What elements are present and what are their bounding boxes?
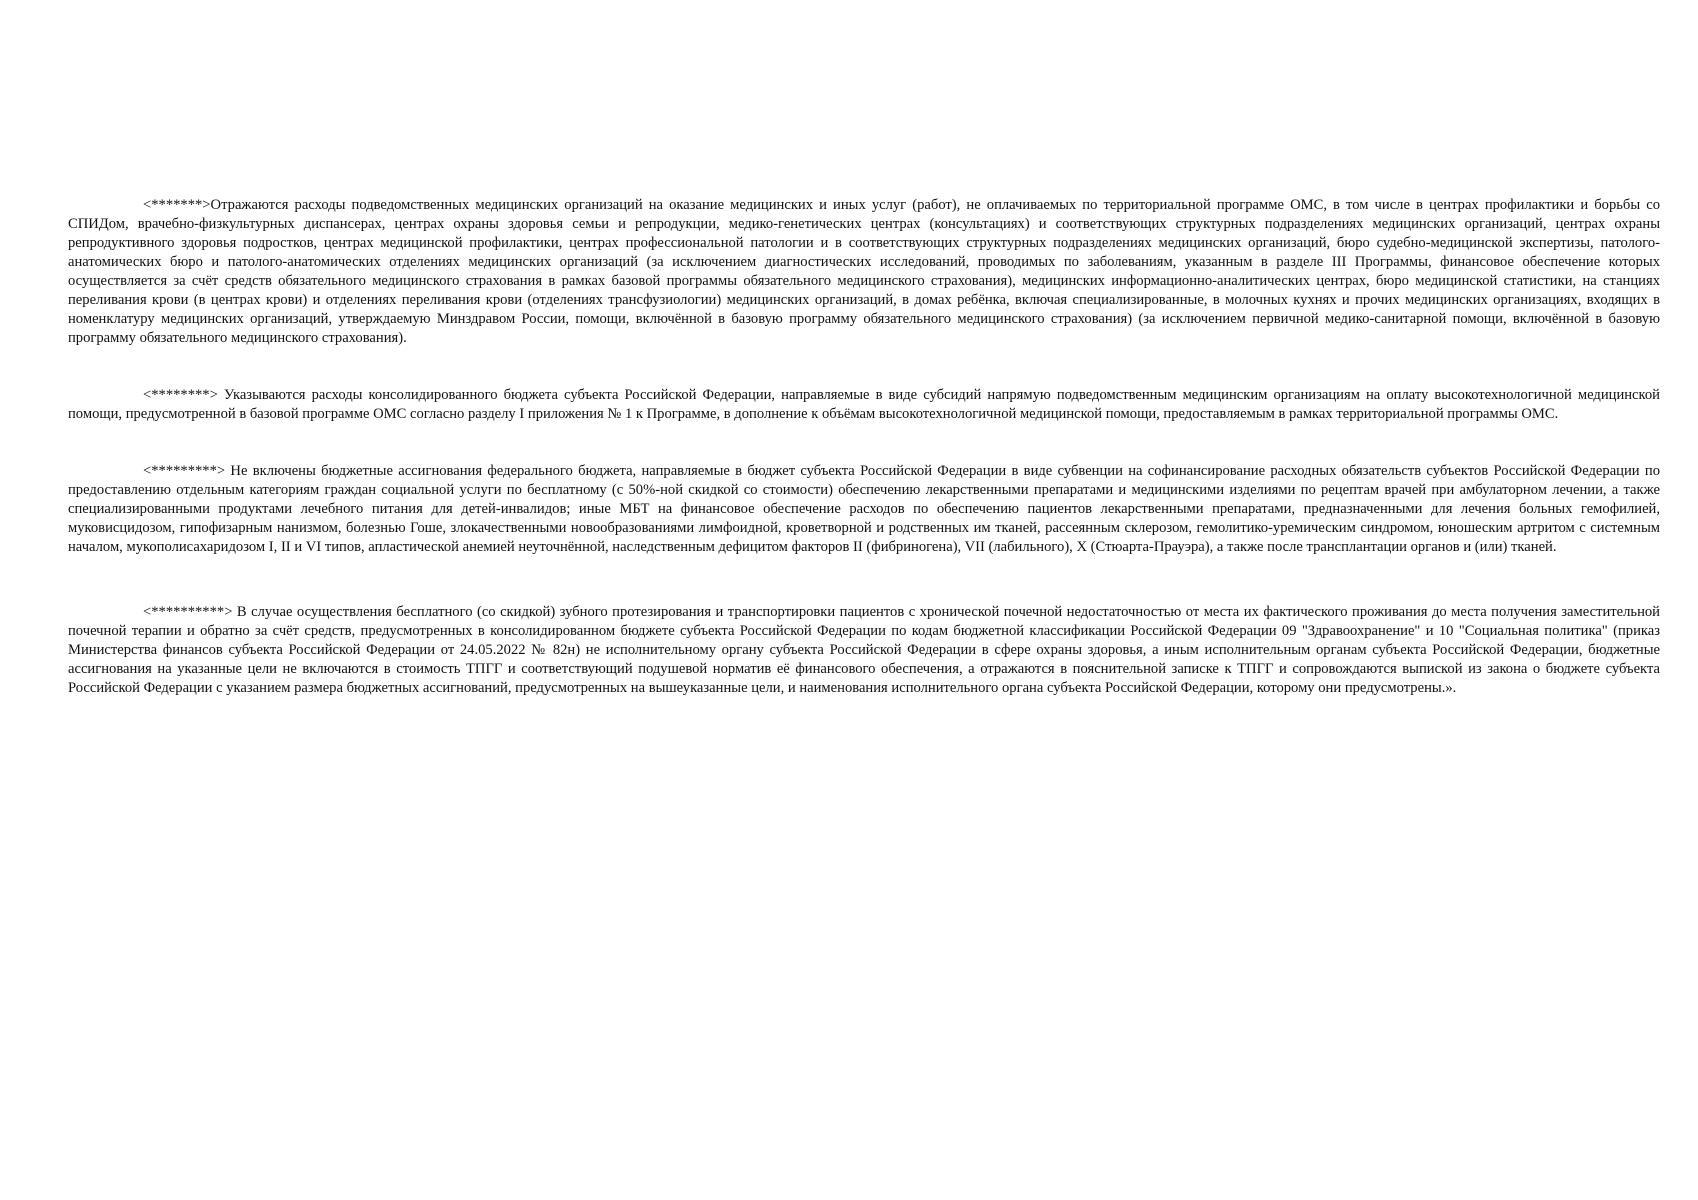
footnote-text: Указываются расходы консолидированного бюджета субъекта Российской Федерации, направляемые в виде субсидий напрямую подведомственным медицинским организациям на оплату высокотехнологичной медицинской помощи, предусмотренной в базовой программе ОМС согласно разделу I приложения № 1 к Программе, в дополнение к объёмам высокотехнологичной медицинской помощи, предоставляемым в рамках территориальной программы ОМС.: [68, 387, 1660, 422]
footnote-8: [68, 386, 1660, 424]
footnote-text: В случае осуществления бесплатного (со скидкой) зубного протезирования и транспортировки пациентов с хронической почечной недостаточностью от места их фактического проживания до места получения заместительной почечной терапии и обратно за счёт средств, предусмотренных в консолидированном бюджете субъекта Российской Федерации по кодам бюджетной классификации Российской Федерации 09 "Здравоохранение" и 10 "Социальная политика" (приказ Министерства финансов субъекта Российской Федерации от 24.05.2022 № 82н) не исполнительному органу субъекта Российской Федерации в сфере охраны здоровья, а иным исполнительным органам субъекта Российской Федерации, бюджетные ассигнования на указанные цели не включаются в стоимость ТПГГ и соответствующий подушевой норматив её финансового обеспечения, а отражаются в пояснительной записке к ТПГГ и сопровождаются выпиской из закона о бюджете субъекта Российской Федерации с указанием размера бюджетных ассигнований, предусмотренных на вышеуказанные цели, и наименования исполнительного органа субъекта Российской Федерации, которому они предусмотрены.».: [68, 604, 1660, 696]
footnote-marker: <********>: [143, 387, 218, 403]
footnote-text: Не включены бюджетные ассигнования федерального бюджета, направляемые в бюджет субъекта Российской Федерации в виде субвенции на софинансирование расходных обязательств субъектов Российской Федерации по предоставлению отдельным категориям граждан социальной услуги по бесплатному (с 50%-ной скидкой со стоимости) обеспечению лекарственными препаратами и медицинскими изделиями по рецептам врачей при амбулаторном лечении, а также специализированными продуктами лечебного питания для детей-инвалидов; иные МБТ на финансовое обеспечение расходов по обеспечению пациентов лекарственными препаратами, предназначенными для лечения больных гемофилией, муковисцидозом, гипофизарным нанизмом, болезнью Гоше, злокачественными новообразованиями лимфоидной, кроветворной и родственных им тканей, рассеянным склерозом, гемолитико-уремическим синдромом, юношеским артритом с системным началом, мукополисахаридозом I, II и VI типов, апластической анемией неуточнённой, наследственным дефицитом факторов II (фибриногена), VII (лабильного), X (Стюарта-Прауэра), а также после трансплантации органов и (или) тканей.: [68, 463, 1660, 555]
footnote-10: [68, 603, 1660, 698]
footnote-9: [68, 462, 1660, 557]
footnote-marker: <**********>: [143, 604, 233, 620]
footnote-marker: <*********>: [143, 463, 226, 479]
footnote-text: Отражаются расходы подведомственных медицинских организаций на оказание медицинских и иных услуг (работ), не оплачиваемых по территориальной программе ОМС, в том числе в центрах профилактики и борьбы со СПИДом, врачебно-физкультурных диспансерах, центрах охраны здоровья семьи и репродукции, медико-генетических центрах (консультациях) и соответствующих структурных подразделениях медицинских организаций, центрах охраны репродуктивного здоровья подростков, центрах медицинской профилактики, центрах профессиональной патологии и в соответствующих структурных подразделениях медицинских организаций, бюро судебно-медицинской экспертизы, патолого-анатомических бюро и патолого-анатомических отделениях медицинских организаций (за исключением диагностических исследований, проводимых по заболеваниям, указанным в разделе III Программы, финансовое обеспечение которых осуществляется за счёт средств обязательного медицинского страхования в рамках базовой программы обязательного медицинского страхования), медицинских информационно-аналитических центрах, бюро медицинской статистики, на станциях переливания крови (в центрах крови) и отделениях переливания крови (отделениях трансфузиологии) медицинских организаций, в домах ребёнка, включая специализированные, в молочных кухнях и прочих медицинских организациях, входящих в номенклатуру медицинских организаций, утверждаемую Минздравом России, помощи, включённой в базовую программу обязательного медицинского страхования) (за исключением первичной медико-санитарной помощи, включённой в базовую программу обязательного медицинского страхования).: [68, 197, 1660, 346]
footnote-7: [68, 196, 1660, 348]
footnote-marker: <*******>: [143, 197, 211, 213]
document-page: [68, 196, 1660, 698]
